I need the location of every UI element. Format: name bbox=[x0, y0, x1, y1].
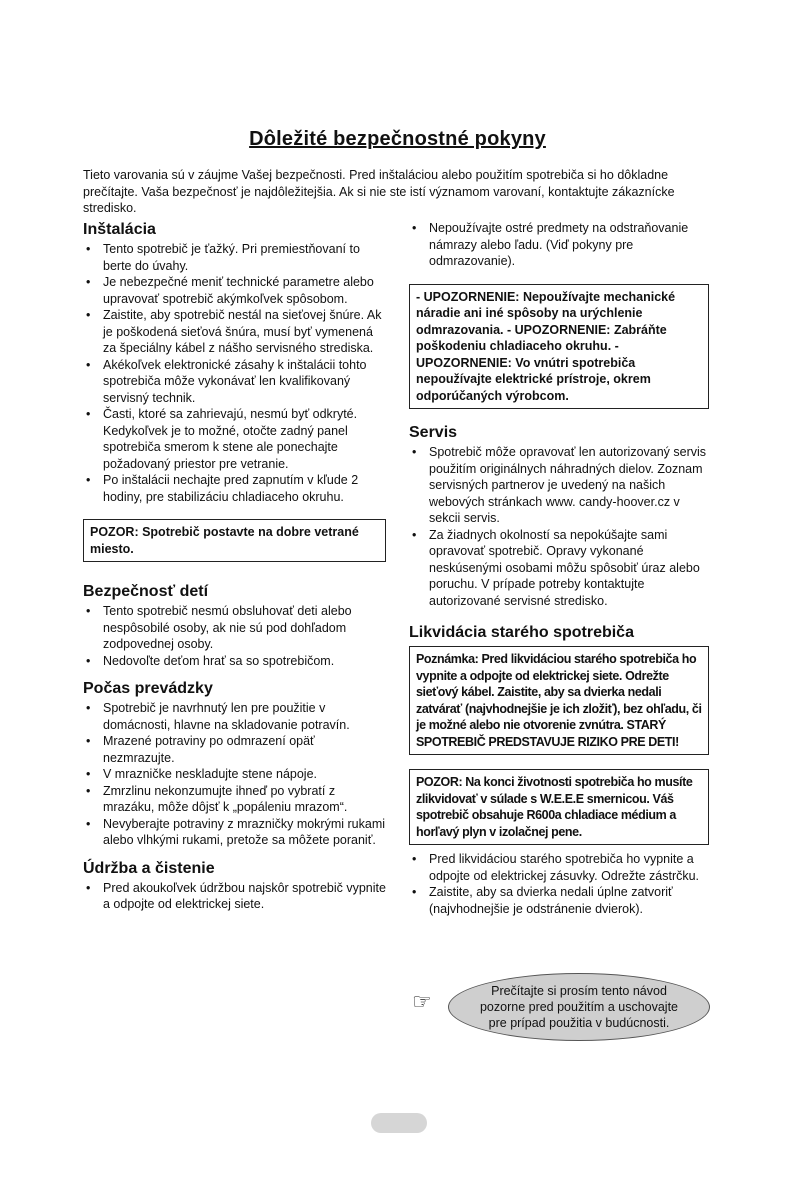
right-column bbox=[409, 220, 709, 917]
heading-operation: Počas prevádzky bbox=[83, 680, 213, 697]
heading-child-safety: Bezpečnosť detí bbox=[83, 583, 209, 600]
caution-box: - UPOZORNENIE: Nepoužívajte mechanické náradie ani iné spôsoby na urýchlenie odmrazovania. - UPOZORNENIE: Zabráňte poškodeniu chladiaceho okruhu. - UPOZORNENIE: Vo vnútri spotrebiča nepoužívajte elektrické prístroje, okrem odporúčaných výrobcom. bbox=[409, 284, 709, 410]
heading-service: Servis bbox=[409, 424, 458, 441]
service-list bbox=[409, 444, 709, 609]
list-item: • Po inštalácii nechajte pred zapnutím v kľude 2 hodiny, pre stabilizáciu chladiaceho okruhu. bbox=[83, 472, 386, 505]
weee-warning-box: POZOR: Na konci životnosti spotrebiča ho musíte zlikvidovať v súlade s W.E.E.E smernicou. Váš spotrebič obsahuje R600a chladiace médium a horľavý plyn v izolačnej pene. bbox=[409, 769, 709, 845]
list-item: • Akékoľvek elektronické zásahy k inštalácii tohto spotrebiča môže vykonávať len kvalifikovaný servisný technik. bbox=[83, 357, 386, 407]
list-item: • Je nebezpečné meniť technické parametre alebo upravovať spotrebič akýmkoľvek spôsobom. bbox=[83, 274, 386, 307]
list-item: • Pred likvidáciou starého spotrebiča ho vypnite a odpojte od elektrickej zásuvky. Odrežte zástrčku. bbox=[409, 851, 709, 884]
read-manual-ellipse bbox=[448, 973, 710, 1041]
left-column bbox=[83, 220, 386, 913]
list-item: • Nevyberajte potraviny z mrazničky mokrými rukami alebo vlhkými rukami, pretože sa môžete poraniť. bbox=[83, 816, 386, 849]
disposal-list bbox=[409, 851, 709, 917]
operation-list bbox=[83, 700, 386, 849]
list-item: • Nedovoľte deťom hrať sa so spotrebičom. bbox=[83, 653, 386, 670]
page-title: Dôležité bezpečnostné pokyny bbox=[249, 128, 546, 150]
maintenance-list bbox=[83, 880, 386, 913]
page-number-pill bbox=[371, 1113, 427, 1133]
list-item: • Spotrebič je navrhnutý len pre použitie v domácnosti, hlavne na skladovanie potravín. bbox=[83, 700, 386, 733]
list-item: • Časti, ktoré sa zahrievajú, nesmú byť odkryté. Kedykoľvek je to možné, otočte zadný panel spotrebiča smerom k stene ale ponechajte požadovaný priestor pre vetranie. bbox=[83, 406, 386, 472]
list-item: • V mrazničke neskladujte stene nápoje. bbox=[83, 766, 386, 783]
list-item: • Mrazené potraviny po odmrazení opäť nezmrazujte. bbox=[83, 733, 386, 766]
disposal-note-box: Poznámka: Pred likvidáciou starého spotrebiča ho vypnite a odpojte od elektrickej siete. Odrežte sieťový kábel. Zaistite, aby sa dvierka nedali zatvárať (najvhodnejšie je ich zložiť), bez ohľadu, či je možné alebo nie otvorenie zvnútra. STARÝ SPOTREBIČ PREDSTAVUJE RIZIKO PRE DETI! bbox=[409, 646, 709, 755]
ventilation-warning-box: POZOR: Spotrebič postavte na dobre vetrané miesto. bbox=[83, 519, 386, 562]
list-item: • Pred akoukoľvek údržbou najskôr spotrebič vypnite a odpojte od elektrickej siete. bbox=[83, 880, 386, 913]
pointing-hand-icon: ☞ bbox=[412, 989, 432, 1014]
list-item: • Nepoužívajte ostré predmety na odstraňovanie námrazy alebo ľadu. (Viď pokyny pre odmrazovanie). bbox=[409, 220, 709, 270]
list-item: • Zmrzlinu nekonzumujte ihneď po vybratí z mrazáku, môže dôjsť k „popáleniu mrazom“. bbox=[83, 783, 386, 816]
installation-list bbox=[83, 241, 386, 505]
intro-text: Tieto varovania sú v záujme Vašej bezpečnosti. Pred inštaláciou alebo použitím spotrebiča si ho dôkladne prečítajte. Vaša bezpečnosť je najdôležitejšia. Ak si nie ste istí významom varovaní, kontaktujte zákaznícke stredisko. bbox=[83, 168, 675, 215]
list-item: • Spotrebič môže opravovať len autorizovaný servis použitím originálnych náhradných dielov. Zoznam servisných partnerov je uvedený na našich webových stránkach www. candy-hoover.cz v sekcii servis. bbox=[409, 444, 709, 527]
defrost-list bbox=[409, 220, 709, 270]
list-item: • Zaistite, aby spotrebič nestál na sieťovej šnúre. Ak je poškodená sieťová šnúra, musí byť vymenená za špeciálny kábel z nášho servisného strediska. bbox=[83, 307, 386, 357]
list-item: • Tento spotrebič nesmú obsluhovať deti alebo nespôsobilé osoby, ak nie sú pod dohľadom zodpovednej osoby. bbox=[83, 603, 386, 653]
read-manual-note bbox=[412, 973, 712, 1043]
heading-installation: Inštalácia bbox=[83, 221, 156, 238]
list-item: • Tento spotrebič je ťažký. Pri premiestňovaní to berte do úvahy. bbox=[83, 241, 386, 274]
child-safety-list bbox=[83, 603, 386, 669]
list-item: • Za žiadnych okolností sa nepokúšajte sami opravovať spotrebič. Opravy vykonané neskúsenými osobami môžu spôsobiť úraz alebo poruchu. V prípade potreby kontaktujte autorizované servisné stredisko. bbox=[409, 527, 709, 610]
list-item: • Zaistite, aby sa dvierka nedali úplne zatvoriť (najvhodnejšie je odstránenie dvierok). bbox=[409, 884, 709, 917]
heading-disposal: Likvidácia starého spotrebiča bbox=[409, 624, 634, 641]
heading-maintenance: Údržba a čistenie bbox=[83, 859, 215, 877]
read-manual-text: Prečítajte si prosím tento návod pozorne pred použitím a uschovajte pre prípad použitia v budúcnosti. bbox=[479, 984, 679, 1030]
